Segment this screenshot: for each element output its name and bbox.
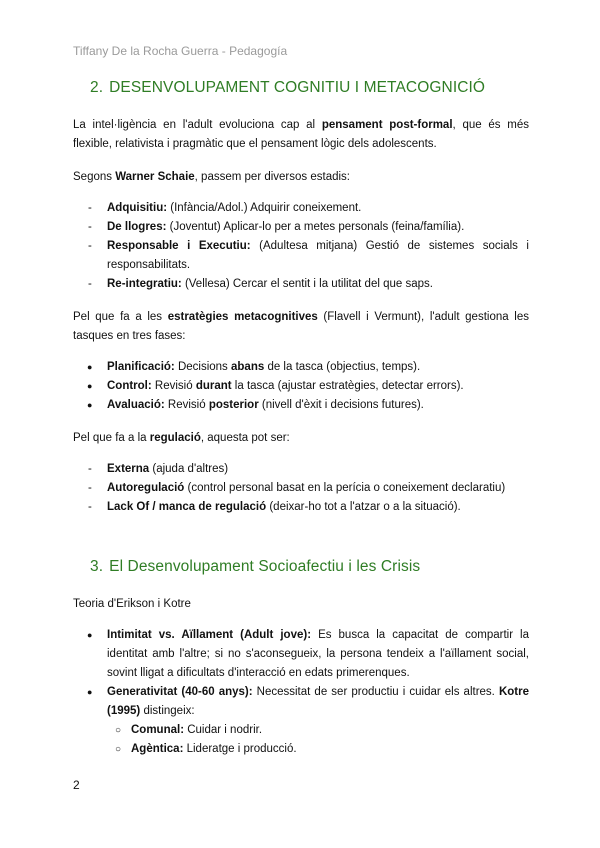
item-label: Intimitat vs. Aïllament (Adult jove):	[107, 629, 312, 641]
text-run: Segons	[73, 171, 116, 183]
list-item	[73, 626, 529, 683]
item-label: Planificació:	[107, 361, 175, 373]
item-text: Lideratge i producció.	[183, 743, 297, 755]
page-number: 2	[73, 778, 80, 792]
schaie-stages-list	[73, 199, 529, 294]
list-item	[73, 479, 529, 498]
item-text: distingeix:	[140, 705, 195, 717]
item-text: (Vellesa) Cercar el sentit i la utilitat del que saps.	[181, 278, 433, 290]
section-number: 2.	[90, 79, 104, 96]
section-number: 3.	[90, 558, 104, 575]
item-label: Avaluació:	[107, 399, 165, 411]
intro-paragraph	[73, 116, 529, 154]
item-text: Revisió	[151, 380, 196, 392]
erikson-list	[73, 626, 529, 759]
item-text: Revisió	[164, 399, 209, 411]
item-text: (Adultesa mitjana) Gestió de sistemes socials i responsabilitats.	[107, 240, 529, 271]
item-label: Autoregulació	[107, 482, 185, 494]
item-label: Lack Of / manca de regulació	[107, 501, 267, 513]
list-item	[73, 396, 529, 415]
section-title: DESENVOLUPAMENT COGNITIU I METACOGNICIÓ	[109, 79, 486, 96]
list-item	[73, 377, 529, 396]
page-header: Tiffany De la Rocha Guerra - Pedagogía	[73, 44, 288, 58]
text-run: La intel·ligència en l'adult evoluciona cap al	[73, 119, 322, 131]
erikson-intro: Teoria d'Erikson i Kotre	[73, 598, 191, 610]
bold-term: Warner Schaie	[115, 171, 195, 183]
section-heading-socioaffective	[73, 557, 529, 577]
list-item	[73, 218, 529, 237]
metacognitive-phases-list	[73, 358, 529, 415]
bold-term: posterior	[208, 399, 259, 411]
sub-list-item	[107, 721, 529, 740]
text-run: Pel que fa a la	[73, 432, 150, 444]
item-label: Generativitat (40-60 anys):	[107, 686, 253, 698]
item-text: Decisions	[174, 361, 231, 373]
item-text: de la tasca (objectius, temps).	[264, 361, 421, 373]
item-text: (nivell d'èxit i decisions futures).	[258, 399, 424, 411]
regulation-paragraph	[73, 429, 529, 448]
sub-list-item	[107, 740, 529, 759]
page-content	[73, 78, 529, 759]
item-label: Responsable i Executiu:	[107, 240, 251, 252]
text-run: Pel que fa a les	[73, 311, 168, 323]
list-item	[73, 199, 529, 218]
kotre-sublist	[107, 721, 529, 759]
item-label: Adquisitiu:	[107, 202, 168, 214]
item-label: Re-integratiu:	[107, 278, 182, 290]
list-item	[73, 498, 529, 517]
list-item	[73, 460, 529, 479]
list-item	[73, 275, 529, 294]
metacognitive-paragraph	[73, 308, 529, 346]
item-text: (ajuda d'altres)	[149, 463, 229, 475]
text-run: , passem per diversos estadis:	[194, 171, 350, 183]
text-run: , que és més flexible, relativista i pragmàtic que el pensament lògic dels adolescents.	[73, 119, 529, 150]
item-label: Externa	[107, 463, 150, 475]
text-run: , aquesta pot ser:	[200, 432, 290, 444]
item-text: (Infància/Adol.) Adquirir coneixement.	[167, 202, 362, 214]
item-label: Agèntica:	[131, 743, 184, 755]
item-label: De llogres:	[107, 221, 167, 233]
item-text: Necessitat de ser productiu i cuidar els altres.	[252, 686, 499, 698]
item-text: (control personal basat en la perícia o coneixement declaratiu)	[184, 482, 506, 494]
list-item	[73, 683, 529, 759]
item-text: Es busca la capacitat de compartir la identitat amb l'altre; si no s'aconsegueix, la persona tendeix a l'aïllament social, sovint lligat a dificultats d'interacció en edats primerenques.	[107, 629, 530, 679]
item-label: Control:	[107, 380, 152, 392]
item-text: (deixar-ho tot a l'atzar o a la situació).	[266, 501, 461, 513]
section-heading-cognitive	[73, 78, 529, 98]
regulation-types-list	[73, 460, 529, 517]
bold-term: pensament post-formal	[321, 119, 453, 131]
text-run: (Flavell i Vermunt), l'adult gestiona les tasques en tres fases:	[73, 311, 529, 342]
item-text: la tasca (ajustar estratègies, detectar errors).	[231, 380, 464, 392]
bold-term: Kotre (1995)	[107, 686, 529, 717]
bold-term: durant	[195, 380, 232, 392]
list-item	[73, 358, 529, 377]
bold-term: abans	[231, 361, 265, 373]
bold-term: regulació	[149, 432, 201, 444]
item-label: Comunal:	[131, 724, 185, 736]
item-text: (Joventut) Aplicar-lo per a metes personals (feina/família).	[166, 221, 465, 233]
item-text: Cuidar i nodrir.	[184, 724, 263, 736]
bold-term: estratègies metacognitives	[167, 311, 318, 323]
list-item	[73, 237, 529, 275]
section-title: El Desenvolupament Socioafectiu i les Crisis	[109, 558, 421, 575]
schaie-paragraph	[73, 168, 529, 187]
